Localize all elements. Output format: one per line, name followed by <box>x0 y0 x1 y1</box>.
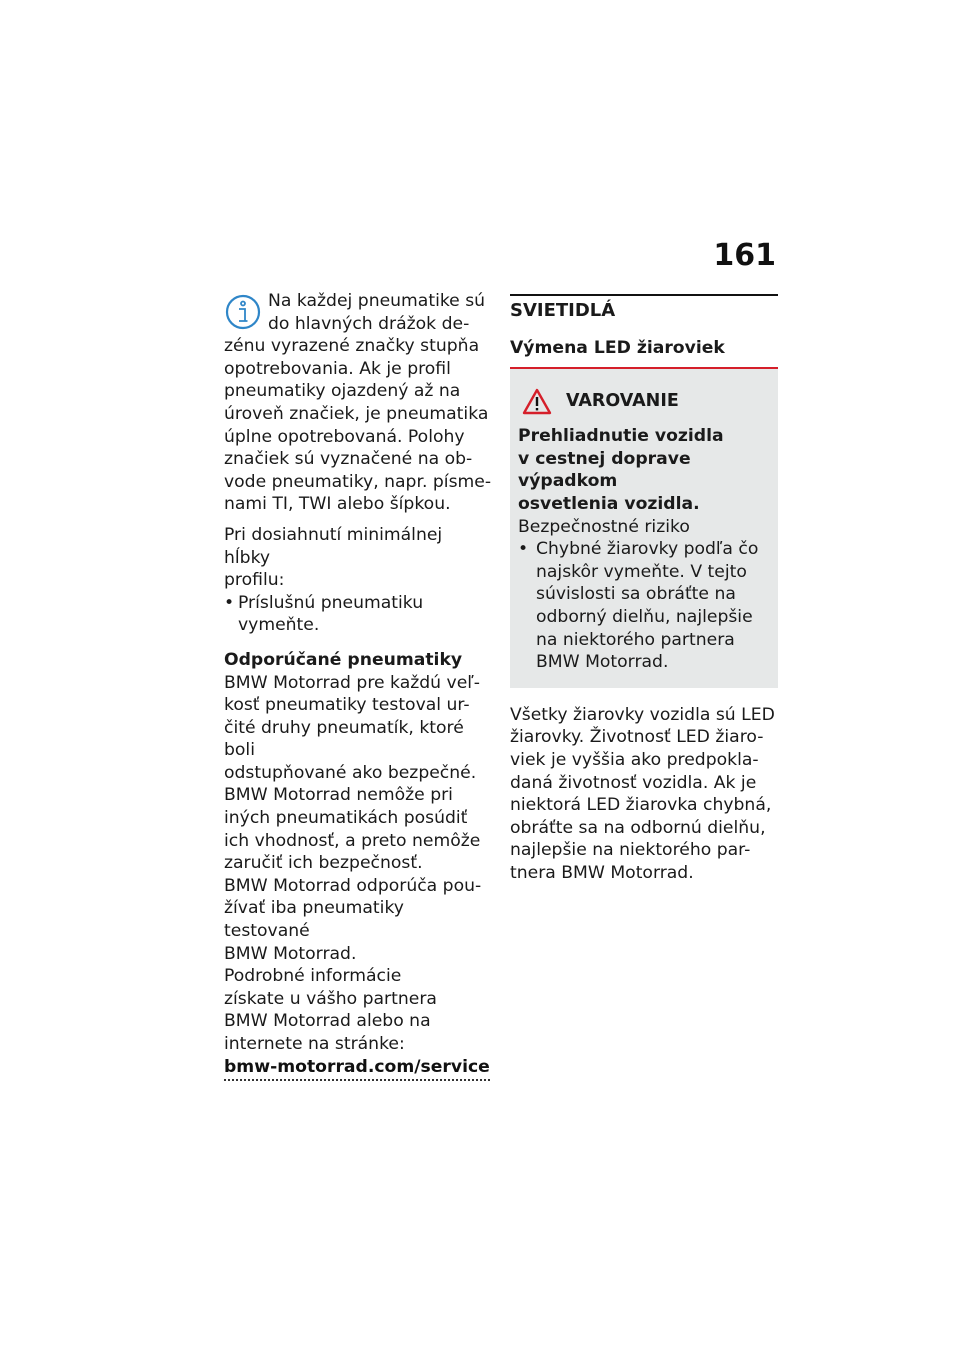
subsection-title: Výmena LED žiaroviek <box>510 337 778 370</box>
recommended-line: odstupňované ako bezpečné. <box>224 762 477 783</box>
recommended-line: zaručiť ich bezpečnosť. <box>224 853 423 874</box>
recommended-line: Podrobné informácie <box>224 966 402 987</box>
info-line: zénu vyrazené značky stupňa <box>224 336 480 357</box>
recommended-line: žívať iba pneumatiky testované <box>224 898 404 942</box>
recommended-line: iných pneumatikách posúdiť <box>224 808 468 829</box>
recommended-tires-block <box>224 649 492 1081</box>
min-depth-line: profilu: <box>224 570 285 591</box>
info-line: Na každej pneumatike sú <box>268 291 486 311</box>
service-link[interactable]: bmw-motorrad.com/service <box>224 1056 490 1082</box>
section-header <box>510 294 778 323</box>
recommended-line: kosť pneumatiky testoval ur- <box>224 695 470 716</box>
recommended-line: internete na stránke: <box>224 1034 405 1054</box>
list-item: • Príslušnú pneumatiku vymeňte. <box>224 592 492 637</box>
warning-bold-line: v cestnej doprave výpadkom <box>518 448 691 492</box>
list-item: • Chybné žiarovky podľa čo najskôr vymeňte. V tejto súvislosti sa obráťte na odborný dielňu, najlepšie na niektorého partnera BMW Motorrad. <box>518 538 770 674</box>
recommended-line: BMW Motorrad. <box>224 943 357 964</box>
info-line: úplne opotrebovaná. Polohy <box>224 426 465 447</box>
info-icon <box>224 292 262 332</box>
led-line: tnera BMW Motorrad. <box>510 862 694 883</box>
warning-box <box>510 369 778 688</box>
led-info-block <box>510 704 778 885</box>
recommended-line: ich vhodnosť, a preto nemôže <box>224 830 481 851</box>
info-line: pneumatiky ojazdený až na <box>224 381 461 402</box>
recommended-heading: Odporúčané pneumatiky <box>224 649 463 670</box>
warning-risk: Bezpečnostné riziko <box>518 516 690 537</box>
right-column <box>510 294 778 884</box>
recommended-line: BMW Motorrad pre každú veľ- <box>224 672 480 693</box>
led-line: viek je vyššia ako predpokla- <box>510 749 759 770</box>
led-line: najlepšie na niektorého par- <box>510 840 751 861</box>
min-depth-block <box>224 524 492 637</box>
recommended-line: BMW Motorrad nemôže pri <box>224 785 453 806</box>
recommended-line: čité druhy pneumatík, ktoré boli <box>224 717 464 761</box>
info-line: úroveň značiek, je pneumatika <box>224 403 489 424</box>
led-line: daná životnosť vozidla. Ak je <box>510 772 757 793</box>
tire-wear-info <box>224 290 492 516</box>
led-line: niektorá LED žiarovka chybná, <box>510 795 772 816</box>
left-column <box>224 290 492 1081</box>
warning-bold-line: Prehliadnutie vozidla <box>518 426 724 447</box>
info-line: opotrebovania. Ak je profil <box>224 358 451 379</box>
info-line: vode pneumatiky, napr. písme- <box>224 471 492 492</box>
recommended-line: BMW Motorrad odporúča pou- <box>224 875 482 896</box>
warning-list <box>518 538 770 674</box>
led-line: obráťte sa na odbornú dielňu, <box>510 817 766 838</box>
led-line: žiarovky. Životnosť LED žiaro- <box>510 727 764 748</box>
warning-content <box>518 425 770 674</box>
min-depth-list <box>224 592 492 637</box>
warning-header <box>518 387 770 415</box>
led-line: Všetky žiarovky vozidla sú LED <box>510 704 775 725</box>
recommended-line: získate u vášho partnera <box>224 988 437 1009</box>
section-title: SVIETIDLÁ <box>510 300 616 321</box>
warning-title: VAROVANIE <box>566 390 679 411</box>
recommended-line: BMW Motorrad alebo na <box>224 1011 431 1032</box>
info-line: nami TI, TWI alebo šípkou. <box>224 494 451 515</box>
min-depth-line: Pri dosiahnutí minimálnej hĺbky <box>224 524 443 568</box>
warning-triangle-icon <box>522 388 552 415</box>
page-number: 161 <box>713 238 776 273</box>
warning-bold-line: osvetlenia vozidla. <box>518 493 700 514</box>
info-line: značiek sú vyznačené na ob- <box>224 449 473 470</box>
info-line: do hlavných drážok de- <box>268 313 470 334</box>
